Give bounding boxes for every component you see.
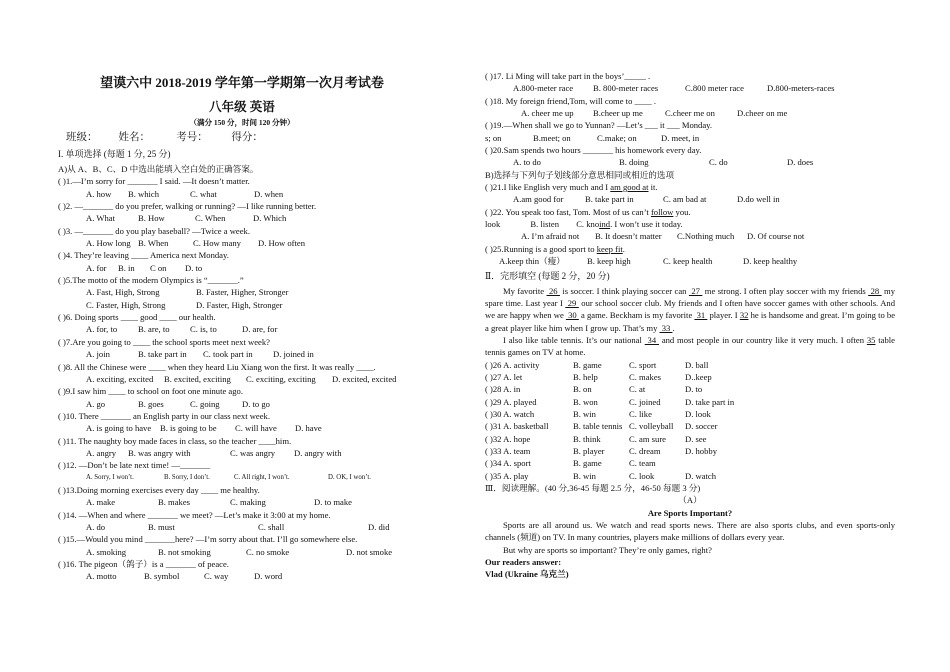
reading-part: （A）: [678, 495, 702, 506]
option-b: B. Faster, Higher, Stronger: [196, 287, 289, 298]
question-stem: ( )3. —_______ do you play baseball? —Twice a week.: [58, 225, 250, 236]
option-b: B. take part in: [585, 194, 634, 205]
option-b: B. When: [138, 238, 169, 249]
cloze-option-row: [485, 371, 765, 383]
question-stem: A)从 A、B、C、D 中选出能填入空白处的正确答案。: [58, 164, 259, 174]
option-b: B. are, to: [138, 324, 170, 335]
option-b: B. must: [148, 521, 175, 532]
option-c: C. keep health: [663, 256, 713, 267]
cloze-option: C. joined: [629, 396, 661, 407]
option-b: B.meet; on: [533, 132, 571, 143]
answer-options: [485, 82, 895, 94]
question-stem: ( )9.I saw him ____ to school on foot one minute ago.: [58, 386, 243, 397]
student-info: 班级： 姓名： 考号： 得分：: [66, 132, 263, 143]
answer-options: [58, 212, 426, 224]
option-c: C.make; on: [597, 132, 637, 143]
question-stem: ( )8. All the Chinese were ____ when they heard Liu Xiang won the first. It was really ____.: [58, 361, 376, 372]
answer-options: [485, 132, 895, 144]
answer-options: [58, 373, 426, 385]
option-c: C. way: [204, 571, 229, 582]
option-d: D. OK, I won’t.: [328, 473, 371, 481]
cloze-option: C. volleyball: [629, 421, 674, 432]
cloze-option: B. player: [573, 445, 605, 456]
option-c: C. no smoke: [246, 546, 290, 557]
cloze-option: ( )26 A. activity: [485, 359, 540, 370]
answer-options: [58, 570, 426, 582]
option-a: A. I’m afraid not: [521, 231, 580, 242]
question-stem: ( )17. Li Ming will take part in the boys’_____ .: [485, 71, 651, 81]
question-stem: ( )6. Doing sports ____ good ____ our health.: [58, 312, 216, 323]
option-b: B.cheer up me: [593, 108, 643, 119]
cloze-option: ( )29 A. played: [485, 396, 537, 407]
cloze-option: ( )31 A. basketball: [485, 421, 549, 432]
cloze-option: B. on: [573, 384, 592, 395]
option-b: B. not smoking: [158, 546, 211, 557]
option-a: A. angry: [86, 447, 117, 458]
option-a: A. Sorry, I won’t.: [86, 473, 134, 481]
section-heading: Ⅱ．完形填空 (每题 2 分，20 分): [485, 270, 610, 281]
question-stem: ( )19.—When shall we go to Yunnan? —Let’s ___ it ___ Monday.: [485, 120, 713, 131]
question-stem: ( )18. My foreign friend,Tom, will come to ____ .: [485, 95, 657, 106]
option-d: D. does: [787, 157, 814, 168]
cloze-option-row: [485, 383, 765, 395]
option-d: D. excited, excited: [332, 373, 397, 384]
cloze-option: D. soccer: [685, 421, 718, 432]
cloze-option: ( )28 A. in: [485, 384, 521, 395]
cloze-option-row: [485, 359, 765, 371]
cloze-option-row: [485, 420, 765, 432]
question-stem: ( )1.—I’m sorry for _______ I said. —It doesn’t matter.: [58, 176, 250, 187]
cloze-paragraph: My favorite 26 is soccer. I think playing soccer can 27 me strong. I often play soccer with my friends 28 my spare time. Last year I 29 our school soccer club. My friends and I often have soccer games with other schools. And we are happy when we 30 a game. Beckham is my favorite 31 player. I 32 he is handsome and great. I’m going to be a great player like him when I grow up. That’s my 33 .: [485, 285, 896, 333]
cloze-option: ( )27 A. let: [485, 371, 523, 382]
cloze-option: C. look: [629, 470, 655, 481]
option-b: B. in: [118, 262, 135, 273]
question-stem: ( )22. You speak too fast, Tom. Most of us can’t follow you.: [485, 206, 691, 217]
cloze-option: D. ball: [685, 359, 709, 370]
answer-options: [58, 398, 426, 410]
option-a: A. how: [86, 188, 112, 199]
cloze-option: C. at: [629, 384, 646, 395]
cloze-passage: [485, 285, 895, 359]
question-stem: ( )7.Are you going to ____ the school sports meet next week?: [58, 336, 270, 347]
option-a: A. make: [86, 497, 116, 508]
answer-options: [58, 422, 426, 434]
option-c: C on: [150, 262, 167, 273]
option-c: C.800 meter race: [685, 83, 744, 94]
cloze-option: B. game: [573, 359, 602, 370]
reading-paragraph-1: Sports are all around us. We watch and read sports news. There are also sports clubs, and even sports-only channels (频道) on TV. In many countries, players make millions of dollars every year.: [485, 520, 895, 543]
option-a: C. Faster, High, Strong: [86, 299, 166, 310]
question-stem: ( )20.Sam spends two hours _______ his homework every day.: [485, 145, 702, 156]
option-a: A.am good for: [513, 194, 564, 205]
option-b: B. symbol: [144, 571, 180, 582]
option-c: C. How many: [193, 238, 241, 249]
option-c: C.Nothing much: [677, 231, 735, 242]
cloze-option: B. help: [573, 371, 598, 382]
question-stem: look B. listen C. knoind. I won’t use it today.: [485, 219, 683, 230]
option-b: B. was angry with: [128, 447, 191, 458]
answer-options: [485, 255, 895, 267]
option-b: B. 800-meter races: [593, 83, 659, 94]
option-c: C. All right, I won’t.: [234, 473, 290, 481]
option-a: A. cheer me up: [521, 108, 574, 119]
option-d: D.cheer on me: [737, 108, 788, 119]
option-a: A. smoking: [86, 546, 127, 557]
reading-heading: Ⅲ．阅读理解。(40 分,36-45 每题 2.5 分，46-50 每题 3 分): [485, 483, 701, 493]
question-stem: B)选择与下列句子划线部分意思相同或相近的选项: [485, 169, 675, 180]
question-stem: ( )10. There _______ an English party in our class next week.: [58, 410, 271, 421]
option-d: D. How often: [258, 238, 306, 249]
option-d: D. joined in: [273, 349, 314, 360]
option-b: B. excited, exciting: [164, 373, 231, 384]
option-d: D. did: [368, 521, 390, 532]
question-stem: ( )13.Doing morning exercises every day ____ me healthy.: [58, 484, 260, 495]
readers-answer-label: Our readers answer:: [485, 557, 562, 568]
option-d: D. have: [295, 423, 322, 434]
option-a: A.800-meter race: [513, 83, 574, 94]
option-b: B. Sorry, I don’t.: [164, 473, 210, 481]
answer-options: [58, 447, 426, 459]
cloze-option-row: [485, 408, 765, 420]
option-a: A. join: [86, 349, 110, 360]
option-a: A. Fast, High, Strong: [86, 287, 160, 298]
option-c: C. do: [709, 157, 728, 168]
cloze-option-row: [485, 445, 765, 457]
option-a: A. What: [86, 213, 115, 224]
exam-note: （满分 150 分，时间 120 分钟）: [189, 118, 295, 127]
option-d: D. when: [254, 188, 284, 199]
cloze-option: B. table tennis: [573, 421, 623, 432]
answer-options: [58, 521, 426, 533]
option-b: B. which: [128, 188, 160, 199]
cloze-option: B. won: [573, 396, 598, 407]
option-b: B. take part in: [138, 349, 187, 360]
option-c: C. going: [190, 398, 220, 409]
option-b: B. doing: [619, 157, 649, 168]
cloze-option: D..keep: [685, 371, 712, 382]
option-b: B. How: [138, 213, 165, 224]
option-a: A. exciting, excited: [86, 373, 154, 384]
cloze-option: ( )35 A. play: [485, 470, 529, 481]
cloze-option: C. team: [629, 458, 656, 469]
exam-subtitle: 八年级 英语: [209, 100, 275, 114]
option-c: C. am bad at: [663, 194, 707, 205]
question-stem: ( )15.—Would you mind _______here? —I’m sorry about that. I’ll go somewhere else.: [58, 534, 358, 545]
option-a: A. is going to have: [86, 423, 152, 434]
option-a: A. do: [86, 521, 106, 532]
cloze-option-row: [485, 433, 765, 445]
cloze-option: C. like: [629, 408, 652, 419]
answer-options: [485, 156, 895, 168]
cloze-option: B. win: [573, 408, 596, 419]
option-a: A. for: [86, 262, 107, 273]
cloze-option-row: [485, 470, 765, 482]
cloze-option-row: [485, 396, 765, 408]
answer-options: [485, 107, 895, 119]
option-a: A. for, to: [86, 324, 118, 335]
option-c: C. will have: [235, 423, 277, 434]
cloze-options: [485, 359, 765, 482]
cloze-option: D. take part in: [685, 396, 735, 407]
cloze-option: C. dream: [629, 445, 661, 456]
cloze-option: D. see: [685, 433, 707, 444]
answer-options: [58, 237, 426, 249]
answer-options: [58, 546, 426, 558]
option-d: D. angry with: [294, 447, 342, 458]
option-d: D.do well in: [737, 194, 780, 205]
answer-options: [58, 262, 426, 274]
cloze-option-row: [485, 457, 765, 469]
option-d: D. not smoke: [346, 546, 393, 557]
option-c: C. exciting, exciting: [246, 373, 316, 384]
option-c: C.cheer me on: [665, 108, 715, 119]
question-stem: ( )2. —_______ do you prefer, walking or running? —I like running better.: [58, 201, 317, 212]
cloze-option: ( )34 A. sport: [485, 458, 531, 469]
option-a: A.keep thin（瘦）: [499, 256, 565, 267]
option-c: C. was angry: [230, 447, 276, 458]
cloze-option: D. watch: [685, 470, 717, 481]
question-stem: ( )12. —Don’t be late next time! —_______: [58, 460, 211, 471]
option-b: B. goes: [138, 398, 164, 409]
reading-paragraph-2: But why are sports so important? They’re only games, right?: [503, 544, 712, 555]
option-b: B. is going to be: [160, 423, 217, 434]
option-c: C. shall: [258, 521, 285, 532]
question-stem: ( )4. They’re leaving ____ America next Monday.: [58, 250, 229, 261]
option-b: D. Faster, High, Stronger: [196, 299, 283, 310]
option-d: D. word: [254, 571, 283, 582]
answer-options: [58, 299, 426, 311]
option-c: C. When: [195, 213, 226, 224]
option-c: C. took part in: [203, 349, 253, 360]
cloze-option: ( )30 A. watch: [485, 408, 535, 419]
option-d: D.800-meters-races: [767, 83, 835, 94]
reading-title: Are Sports Important?: [647, 507, 733, 518]
cloze-paragraph: I also like table tennis. It’s our national 34 and most people in our country like it very much. I often 35 table tennis games on TV at home.: [485, 334, 895, 358]
option-b: B. It doesn’t matter: [595, 231, 662, 242]
answer-options: [485, 230, 895, 242]
option-d: D. to: [185, 262, 203, 273]
cloze-option: B. win: [573, 470, 596, 481]
section-heading: I. 单项选择 (每题 1 分, 25 分): [58, 149, 171, 159]
option-d: D. keep healthy: [743, 256, 798, 267]
answer-options: [58, 472, 426, 484]
cloze-option: B. think: [573, 433, 601, 444]
left-column: [58, 74, 426, 583]
answer-options: [58, 286, 426, 298]
option-d: D. Which: [253, 213, 287, 224]
right-questions: [485, 70, 895, 285]
cloze-option: ( )32 A. hope: [485, 433, 531, 444]
cloze-option: D. look: [685, 408, 711, 419]
cloze-option: ( )33 A. team: [485, 445, 531, 456]
option-b: B. keep high: [587, 256, 631, 267]
option-d: D. Of course not: [747, 231, 805, 242]
exam-title: 望谟六中 2018-2019 学年第一学期第一次月考试卷: [100, 75, 384, 90]
option-a: A. motto: [86, 571, 117, 582]
option-a: s; on: [485, 132, 502, 143]
left-questions: [58, 146, 426, 583]
answer-options: [485, 193, 895, 205]
question-stem: ( )14. —When and where _______ we meet? —Let’s make it 3:00 at my home.: [58, 509, 331, 520]
option-b: B. makes: [158, 497, 190, 508]
option-a: A. go: [86, 398, 106, 409]
option-c: C. what: [190, 188, 217, 199]
cloze-option: C. sport: [629, 359, 657, 370]
cloze-option: D. hobby: [685, 445, 717, 456]
cloze-option: [685, 457, 765, 469]
answer-options: [58, 348, 426, 360]
cloze-option: D. to: [685, 384, 703, 395]
cloze-option: B. game: [573, 458, 602, 469]
option-a: A. How long: [86, 238, 131, 249]
answer-options: [58, 188, 426, 200]
option-d: D. are, for: [242, 324, 278, 335]
question-stem: ( )16. The pigeon（鸽子）is a _______ of peace.: [58, 559, 229, 569]
option-d: D. to go: [242, 398, 270, 409]
cloze-option: C. am sure: [629, 433, 666, 444]
option-d: D. to make: [314, 497, 352, 508]
question-stem: ( )11. The naughty boy made faces in class, so the teacher ____him.: [58, 435, 292, 446]
question-stem: ( )21.I like English very much and I am good at it.: [485, 182, 658, 193]
answer-options: [58, 323, 426, 335]
option-a: A. to do: [513, 157, 541, 168]
option-d: D. meet, in: [661, 132, 700, 143]
question-stem: ( )25.Running is a good sport to keep fit.: [485, 243, 625, 254]
right-column: [485, 70, 895, 581]
cloze-option: C. makes: [629, 371, 661, 382]
option-c: C. making: [230, 497, 266, 508]
option-c: C. is, to: [190, 324, 217, 335]
reader-name: Vlad (Ukraine 乌克兰): [485, 569, 569, 580]
question-stem: ( )5.The motto of the modern Olympics is “_______.”: [58, 275, 244, 286]
answer-options: [58, 496, 426, 508]
